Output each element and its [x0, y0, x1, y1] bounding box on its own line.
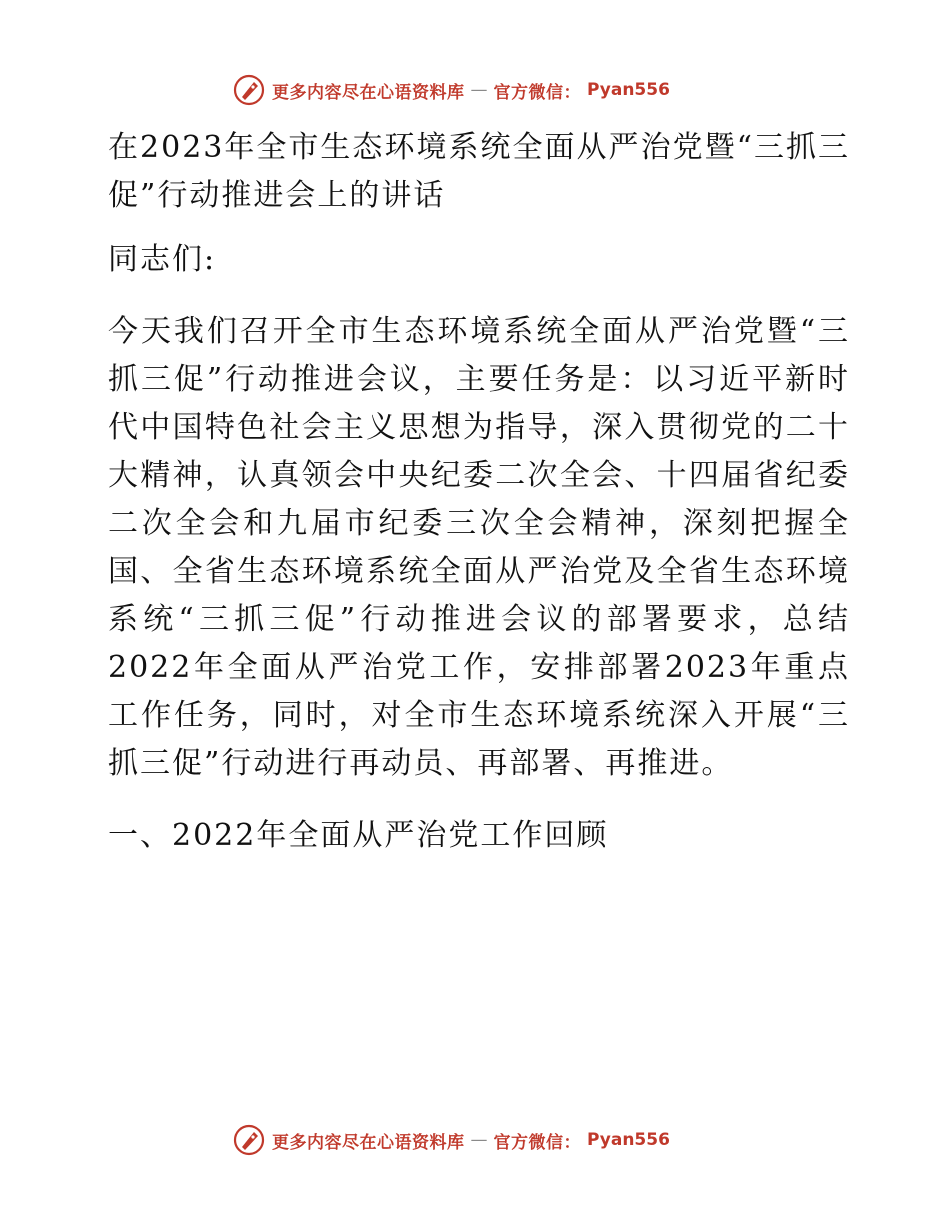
watermark-wechat-label: 官方微信： — [493, 1132, 581, 1153]
document-title: 在2023年全市生态环境系统全面从严治党暨“三抓三促”行动推进会上的讲话 — [108, 130, 850, 213]
body-paragraph: 今天我们召开全市生态环境系统全面从严治党暨“三抓三促”行动推进会议，主要任务是：以习近平新时代中国特色社会主义思想为指导，深入贯彻党的二十大精神，认真领会中央纪委二次全会、十四届省纪委二次全会和九届市纪委三次全会精神，深刻把握全国、全省生态环境系统全面从严治党及全省生态环境系统“三抓三促”行动推进会议的部署要求，总结2022年全面从严治党工作，安排部署2023年重点工作任务，同时，对全市生态环境系统深入开展“三抓三促”行动进行再动员、再部署、再推进。 — [108, 314, 850, 781]
watermark-footer — [232, 1120, 670, 1160]
watermark-wechat-id: Pyan556 — [587, 1130, 670, 1150]
section-heading-1: 一、2022年全面从严治党工作回顾 — [108, 818, 609, 853]
greeting: 同志们: — [108, 242, 217, 277]
document-body — [98, 120, 850, 860]
watermark-wechat-label: 官方微信： — [493, 82, 581, 103]
watermark-main-text: 更多内容尽在心语资料库 — [272, 82, 465, 103]
watermark-separator: — — [470, 1130, 488, 1150]
watermark-header — [232, 70, 670, 110]
watermark-wechat-id: Pyan556 — [587, 80, 670, 100]
pen-nib-circle-icon — [232, 73, 266, 107]
watermark-separator: — — [470, 80, 488, 100]
pen-nib-circle-icon — [232, 1123, 266, 1157]
watermark-main-text: 更多内容尽在心语资料库 — [272, 1132, 465, 1153]
